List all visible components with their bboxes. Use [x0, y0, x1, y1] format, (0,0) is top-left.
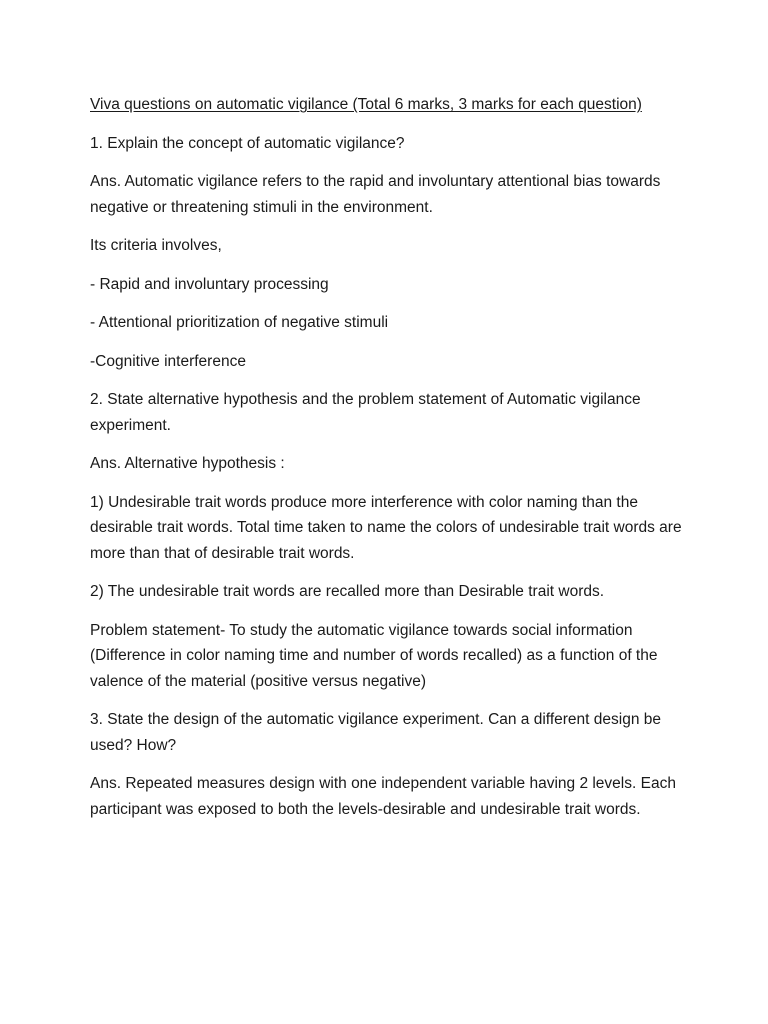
answer-1: Ans. Automatic vigilance refers to the rapid and involuntary attentional bias towards negative or threatening stimuli in the environment. — [90, 173, 661, 216]
document-title: Viva questions on automatic vigilance (Total 6 marks, 3 marks for each question) — [90, 96, 642, 113]
document-body — [90, 92, 690, 835]
question-1: 1. Explain the concept of automatic vigilance? — [90, 134, 405, 152]
problem-statement: Problem statement- To study the automatic vigilance towards social information (Difference in color naming time and number of words recalled) as a function of the valence of the material (positive versus negative) — [90, 621, 658, 690]
question-2: 2. State alternative hypothesis and the problem statement of Automatic vigilance experiment. — [90, 391, 641, 434]
answer-2-intro: Ans. Alternative hypothesis : — [90, 455, 285, 472]
criteria-item: - Attentional prioritization of negative stimuli — [90, 314, 389, 331]
criteria-item: -Cognitive interference — [90, 352, 246, 370]
answer-3: Ans. Repeated measures design with one independent variable having 2 levels. Each participant was exposed to both the levels-desirable and undesirable trait words. — [90, 775, 676, 818]
criteria-intro: Its criteria involves, — [90, 237, 222, 254]
question-3: 3. State the design of the automatic vigilance experiment. Can a different design be used? How? — [90, 711, 661, 754]
hypothesis-2: 2) The undesirable trait words are recalled more than Desirable trait words. — [90, 583, 605, 600]
criteria-item: - Rapid and involuntary processing — [90, 275, 329, 293]
hypothesis-1: 1) Undesirable trait words produce more interference with color naming than the desirable trait words. Total time taken to name the colors of undesirable trait words are more than that of desirable trait words. — [90, 493, 682, 562]
